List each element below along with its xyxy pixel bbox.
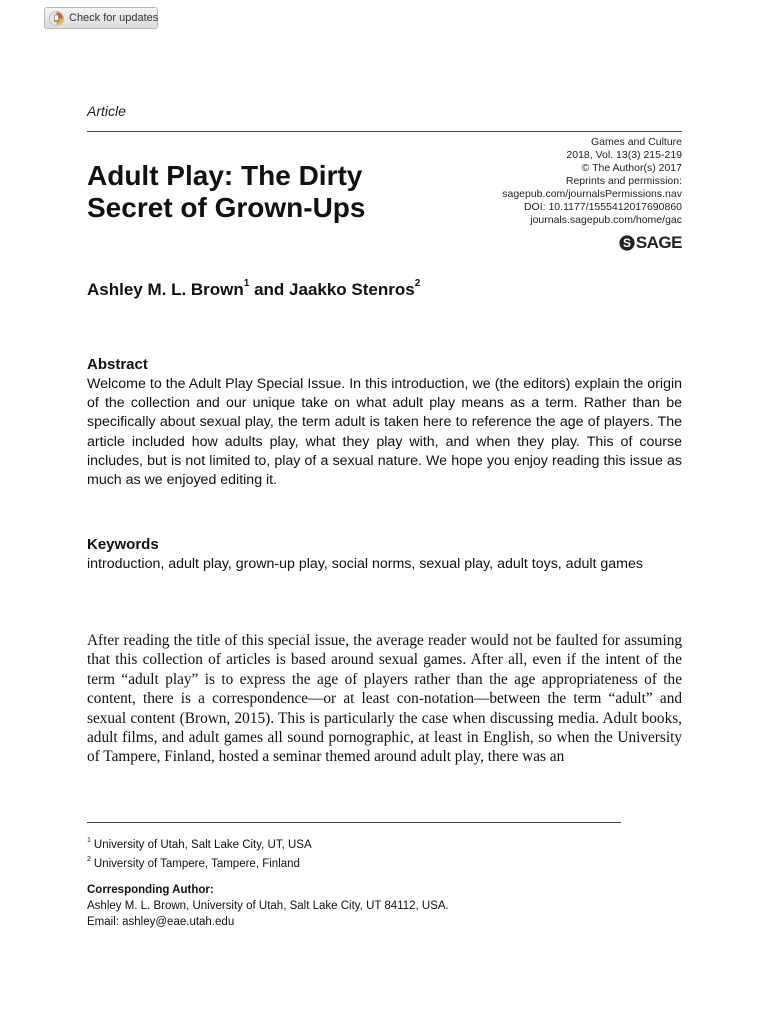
check-for-updates-icon [49,11,64,26]
article-title [87,160,467,224]
affiliation-mark: 1 [243,278,250,290]
body-paragraph: After reading the title of this special issue, the average reader would not be faulted for assuming that this collection of articles is based around sexual games. After all, even if the intent of the term “adult play” is to express the age of players rather than the age appropriateness of the content, there is a correspondence—or at least con-notation—between the term “adult” and sexual content (Brown, 2015). This is particularly the case when discussing media. Adult books, adult films, and adult games all sound pornographic, at least in English, so when the University of Tampere, Finland, hosted a seminar themed around adult play, there was an [87,632,682,766]
check-for-updates-label: Check for updates [69,12,159,24]
author-list [87,280,420,300]
check-for-updates-button[interactable] [44,7,158,29]
author-name: Ashley M. L. Brown [87,280,244,299]
keywords-text: introduction, adult play, grown-up play, social norms, sexual play, adult toys, adult games [87,556,643,572]
footnote [87,853,312,872]
corresponding-author-address: Ashley M. L. Brown, University of Utah, Salt Lake City, UT 84112, USA. [87,900,449,912]
footnote-mark: 2 [87,855,91,863]
header-divider [87,131,682,132]
svg-text:S: S [622,236,631,251]
sage-logo-icon [619,235,635,251]
footnotes [87,834,312,872]
permissions-link[interactable]: sagepub.com/journalsPermissions.nav [502,188,682,200]
affiliation-mark: 2 [414,278,421,290]
footnote [87,834,312,853]
corresponding-author-email[interactable]: Email: ashley@eae.utah.edu [87,916,235,928]
corresponding-author-heading: Corresponding Author: [87,884,214,896]
article-title-line-1: Adult Play: The Dirty [87,160,363,191]
footnote-text: University of Tampere, Tampere, Finland [93,857,300,870]
abstract-heading: Abstract [87,356,148,373]
author-name: Jaakko Stenros [289,280,415,299]
publisher-logo [619,234,682,252]
article-type-label: Article [87,103,126,119]
journal-name: Games and Culture [590,136,682,148]
keywords-heading: Keywords [87,536,159,553]
journal-metadata [502,136,682,227]
footnote-text: University of Utah, Salt Lake City, UT, USA [93,838,312,851]
reprints-label: Reprints and permission: [565,175,682,187]
abstract-text: Welcome to the Adult Play Special Issue. In this introduction, we (the editors) explain the origin of the collection and our unique take on what adult play means as a term. Rather than be specifically about sexual play, the term adult is taken here to reference the age of players. The article included how adults play, what they play with, and when they play. This of course includes, but is not limited to, play of a sexual nature. We hope you enjoy reading this issue as much as we enjoyed editing it. [87,376,682,489]
sage-logo-text: SAGE [635,233,682,252]
journal-issue: 2018, Vol. 13(3) 215-219 [566,149,682,161]
article-title-line-2: Secret of Grown-Ups [87,192,366,223]
journal-home-link[interactable]: journals.sagepub.com/home/gac [530,214,682,226]
corresponding-author [87,882,449,930]
footnote-mark: 1 [87,837,91,844]
copyright-notice: © The Author(s) 2017 [581,162,682,174]
authors-joiner: and [249,280,290,299]
doi-link[interactable]: DOI: 10.1177/1555412017690860 [523,201,682,213]
footnote-divider [87,822,621,823]
